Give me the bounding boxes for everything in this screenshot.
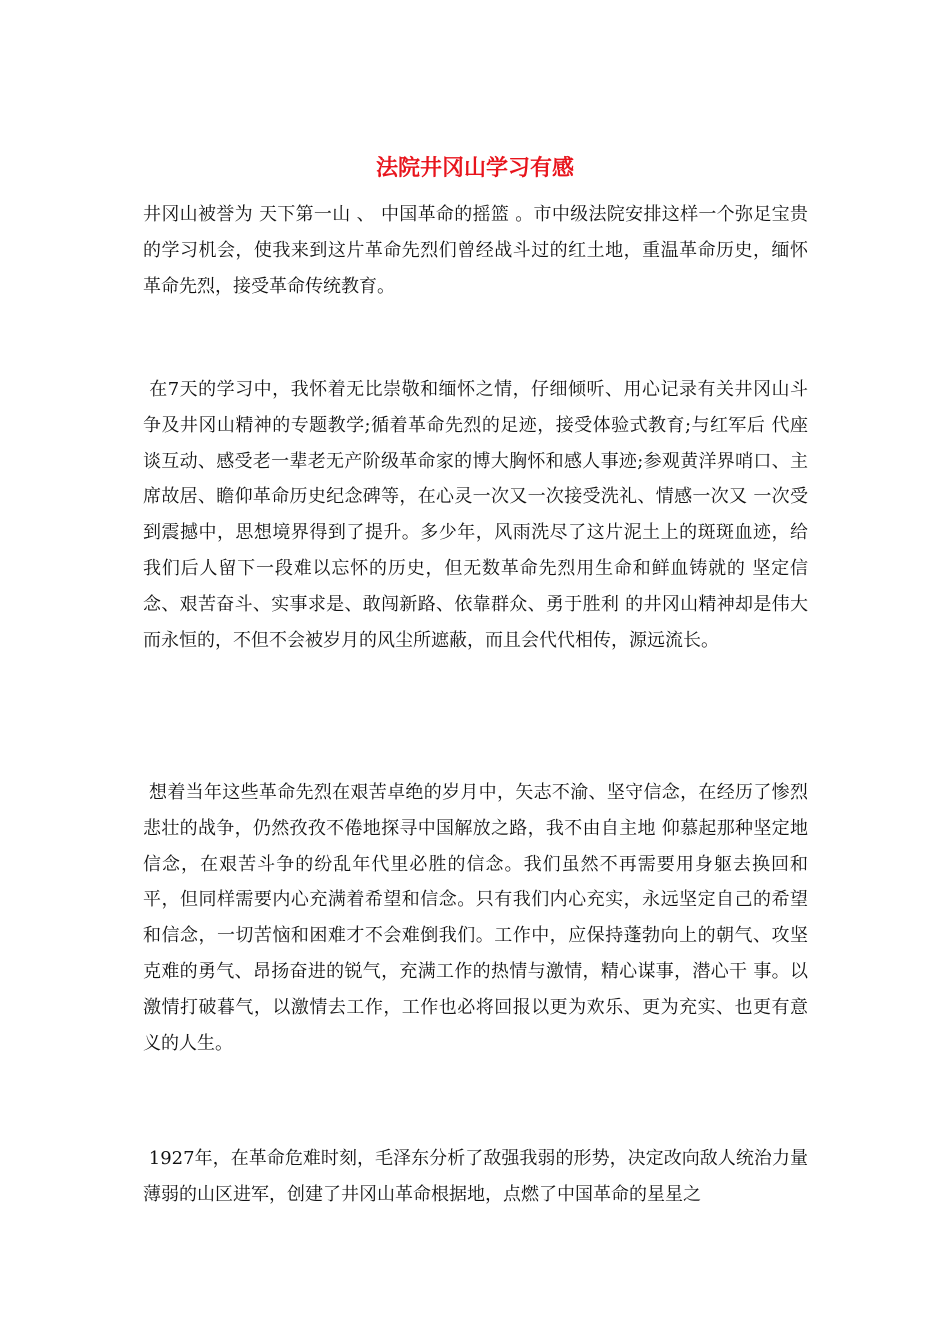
paragraph-intro: 井冈山被誉为 天下第一山 、 中国革命的摇篮 。市中级法院安排这样一个弥足宝贵的学习机会，使我来到这片革命先烈们曾经战斗过的红土地，重温革命历史，缅怀革命先烈，接受革命传统教育。 — [143, 204, 808, 297]
paragraph-history: 1927年，在革命危难时刻，毛泽东分析了敌强我弱的形势，决定改向敌人统治力量薄弱的山区进军，创建了井冈山革命根据地，点燃了中国革命的星星之 — [143, 1148, 808, 1205]
page-title: 法院井冈山学习有感 — [375, 155, 574, 181]
paragraph-reflection: 想着当年这些革命先烈在艰苦卓绝的岁月中，矢志不渝、坚守信念，在经历了惨烈悲壮的战争，仍然孜孜不倦地探寻中国解放之路，我不由自主地 仰慕起那种坚定地信念，在艰苦斗争的纷乱年代里必胜的信念。我们虽然不再需要用身躯去换回和平，但同样需要内心充满着希望和信念。只有我们内心充实，永远坚定自己的希望和信念，一切苦恼和困难才不会难倒我们。工作中，应保持蓬勃向上的朝气、攻坚克难的勇气、昂扬奋进的锐气，充满工作的热情与激情，精心谋事，潜心干 事。以激情打破暮气，以激情去工作，工作也必将回报以更为欢乐、更为充实、也更有意义的人生。 — [143, 782, 808, 1054]
paragraph-study: 在7天的学习中，我怀着无比崇敬和缅怀之情，仔细倾听、用心记录有关井冈山斗争及井冈山精神的专题教学;循着革命先烈的足迹，接受体验式教育;与红军后 代座谈互动、感受老一辈老无产阶级革命家的博大胸怀和感人事迹;参观黄洋界哨口、主席故居、瞻仰革命历史纪念碑等，在心灵一次又一次接受洗礼、情感一次又 一次受到震撼中，思想境界得到了提升。多少年，风雨洗尽了这片泥土上的斑斑血迹，给我们后人留下一段难以忘怀的历史，但无数革命先烈用生命和鲜血铸就的 坚定信念、艰苦奋斗、实事求是、敢闯新路、依靠群众、勇于胜利 的井冈山精神却是伟大而永恒的，不但不会被岁月的风尘所遮蔽，而且会代代相传，源远流长。 — [143, 379, 808, 651]
